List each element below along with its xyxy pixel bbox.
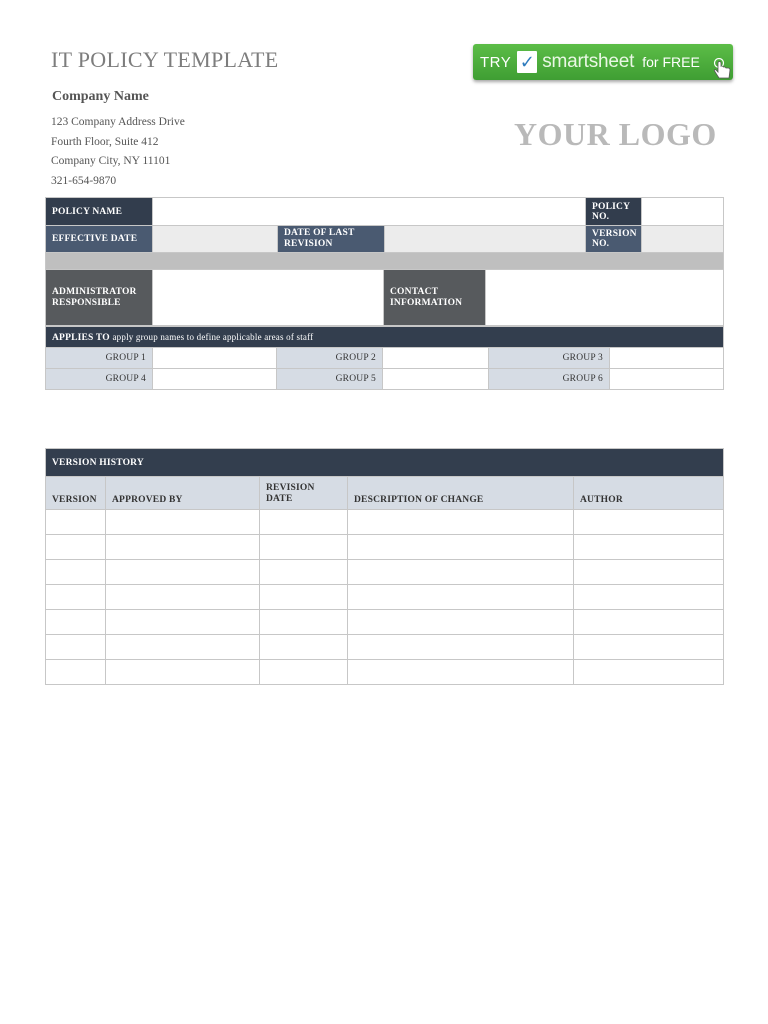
policy-no-label: POLICY NO. — [586, 198, 642, 226]
table-row — [46, 510, 724, 535]
group-2-field[interactable] — [383, 348, 489, 369]
company-address — [51, 113, 185, 191]
policy-no-field[interactable] — [642, 198, 724, 226]
group-2-label: GROUP 2 — [277, 348, 383, 369]
column-header-version: VERSION — [46, 477, 106, 510]
author-cell[interactable] — [574, 660, 724, 685]
version-no-field[interactable] — [642, 226, 724, 253]
column-header-revision-date: REVISION DATE — [260, 477, 348, 510]
description-cell[interactable] — [348, 660, 574, 685]
approved-by-cell[interactable] — [106, 510, 260, 535]
version-cell[interactable] — [46, 610, 106, 635]
version-no-label: VERSION NO. — [586, 226, 642, 253]
version-cell[interactable] — [46, 535, 106, 560]
policy-info-table — [45, 197, 724, 326]
group-4-field[interactable] — [153, 369, 277, 390]
separator-row — [46, 253, 724, 270]
description-cell[interactable] — [348, 510, 574, 535]
address-line-1: 123 Company Address Drive — [51, 116, 185, 128]
table-row — [46, 535, 724, 560]
address-line-2: Fourth Floor, Suite 412 — [51, 135, 159, 148]
approved-by-cell[interactable] — [106, 585, 260, 610]
version-cell[interactable] — [46, 510, 106, 535]
checkmark-icon: ✓ — [517, 51, 537, 73]
policy-name-field[interactable] — [153, 198, 586, 226]
phone-number: 321-654-9870 — [51, 174, 117, 187]
author-cell[interactable] — [574, 635, 724, 660]
version-history-title: VERSION HISTORY — [46, 449, 724, 477]
applies-to-description: apply group names to define applicable areas of staff — [112, 331, 314, 342]
contact-information-field[interactable] — [486, 270, 724, 326]
approved-by-cell[interactable] — [106, 610, 260, 635]
description-cell[interactable] — [348, 610, 574, 635]
revision-date-cell[interactable] — [260, 585, 348, 610]
approved-by-cell[interactable] — [106, 635, 260, 660]
group-6-label: GROUP 6 — [489, 369, 610, 390]
date-of-last-revision-field[interactable] — [385, 226, 586, 253]
group-1-label: GROUP 1 — [46, 348, 153, 369]
version-cell[interactable] — [46, 660, 106, 685]
column-header-description-of-change: DESCRIPTION OF CHANGE — [348, 477, 574, 510]
version-cell[interactable] — [46, 560, 106, 585]
author-cell[interactable] — [574, 535, 724, 560]
revision-date-cell[interactable] — [260, 535, 348, 560]
version-cell[interactable] — [46, 585, 106, 610]
try-smartsheet-button[interactable] — [473, 44, 733, 80]
group-1-field[interactable] — [153, 348, 277, 369]
approved-by-cell[interactable] — [106, 660, 260, 685]
table-row — [46, 610, 724, 635]
group-6-field[interactable] — [610, 369, 724, 390]
table-row — [46, 660, 724, 685]
date-of-last-revision-label: DATE OF LAST REVISION — [278, 226, 385, 253]
document-title: IT POLICY TEMPLATE — [51, 47, 279, 72]
author-cell[interactable] — [574, 610, 724, 635]
table-row — [46, 635, 724, 660]
applies-to-table — [45, 326, 724, 390]
address-line-3: Company City, NY 11101 — [51, 155, 171, 167]
contact-information-label: CONTACT INFORMATION — [384, 270, 486, 326]
description-cell[interactable] — [348, 535, 574, 560]
author-cell[interactable] — [574, 510, 724, 535]
author-cell[interactable] — [574, 585, 724, 610]
group-4-label: GROUP 4 — [46, 369, 153, 390]
try-label: TRY — [480, 53, 512, 71]
group-5-label: GROUP 5 — [277, 369, 383, 390]
policy-name-label: POLICY NAME — [46, 198, 153, 226]
administrator-responsible-field[interactable] — [153, 270, 384, 326]
effective-date-label: EFFECTIVE DATE — [46, 226, 153, 253]
group-3-label: GROUP 3 — [489, 348, 610, 369]
author-cell[interactable] — [574, 560, 724, 585]
effective-date-field[interactable] — [153, 226, 278, 253]
description-cell[interactable] — [348, 635, 574, 660]
version-history-table — [45, 448, 724, 685]
column-header-author: AUTHOR — [574, 477, 724, 510]
group-3-field[interactable] — [610, 348, 724, 369]
column-header-approved-by: APPROVED BY — [106, 477, 260, 510]
version-cell[interactable] — [46, 635, 106, 660]
applies-to-label: APPLIES TO — [52, 332, 110, 343]
table-row — [46, 560, 724, 585]
revision-date-cell[interactable] — [260, 610, 348, 635]
revision-date-cell[interactable] — [260, 635, 348, 660]
revision-date-cell[interactable] — [260, 510, 348, 535]
description-cell[interactable] — [348, 585, 574, 610]
group-5-field[interactable] — [383, 369, 489, 390]
table-row — [46, 585, 724, 610]
revision-date-cell[interactable] — [260, 560, 348, 585]
for-free-label: for FREE — [642, 54, 700, 70]
revision-date-cell[interactable] — [260, 660, 348, 685]
company-name: Company Name — [52, 89, 149, 104]
applies-to-header — [46, 327, 724, 348]
approved-by-cell[interactable] — [106, 535, 260, 560]
smartsheet-brand: smartsheet — [542, 51, 635, 72]
hand-cursor-icon — [713, 58, 735, 82]
administrator-responsible-label: ADMINISTRATOR RESPONSIBLE — [46, 270, 153, 326]
logo-placeholder: YOUR LOGO — [514, 116, 717, 152]
description-cell[interactable] — [348, 560, 574, 585]
approved-by-cell[interactable] — [106, 560, 260, 585]
